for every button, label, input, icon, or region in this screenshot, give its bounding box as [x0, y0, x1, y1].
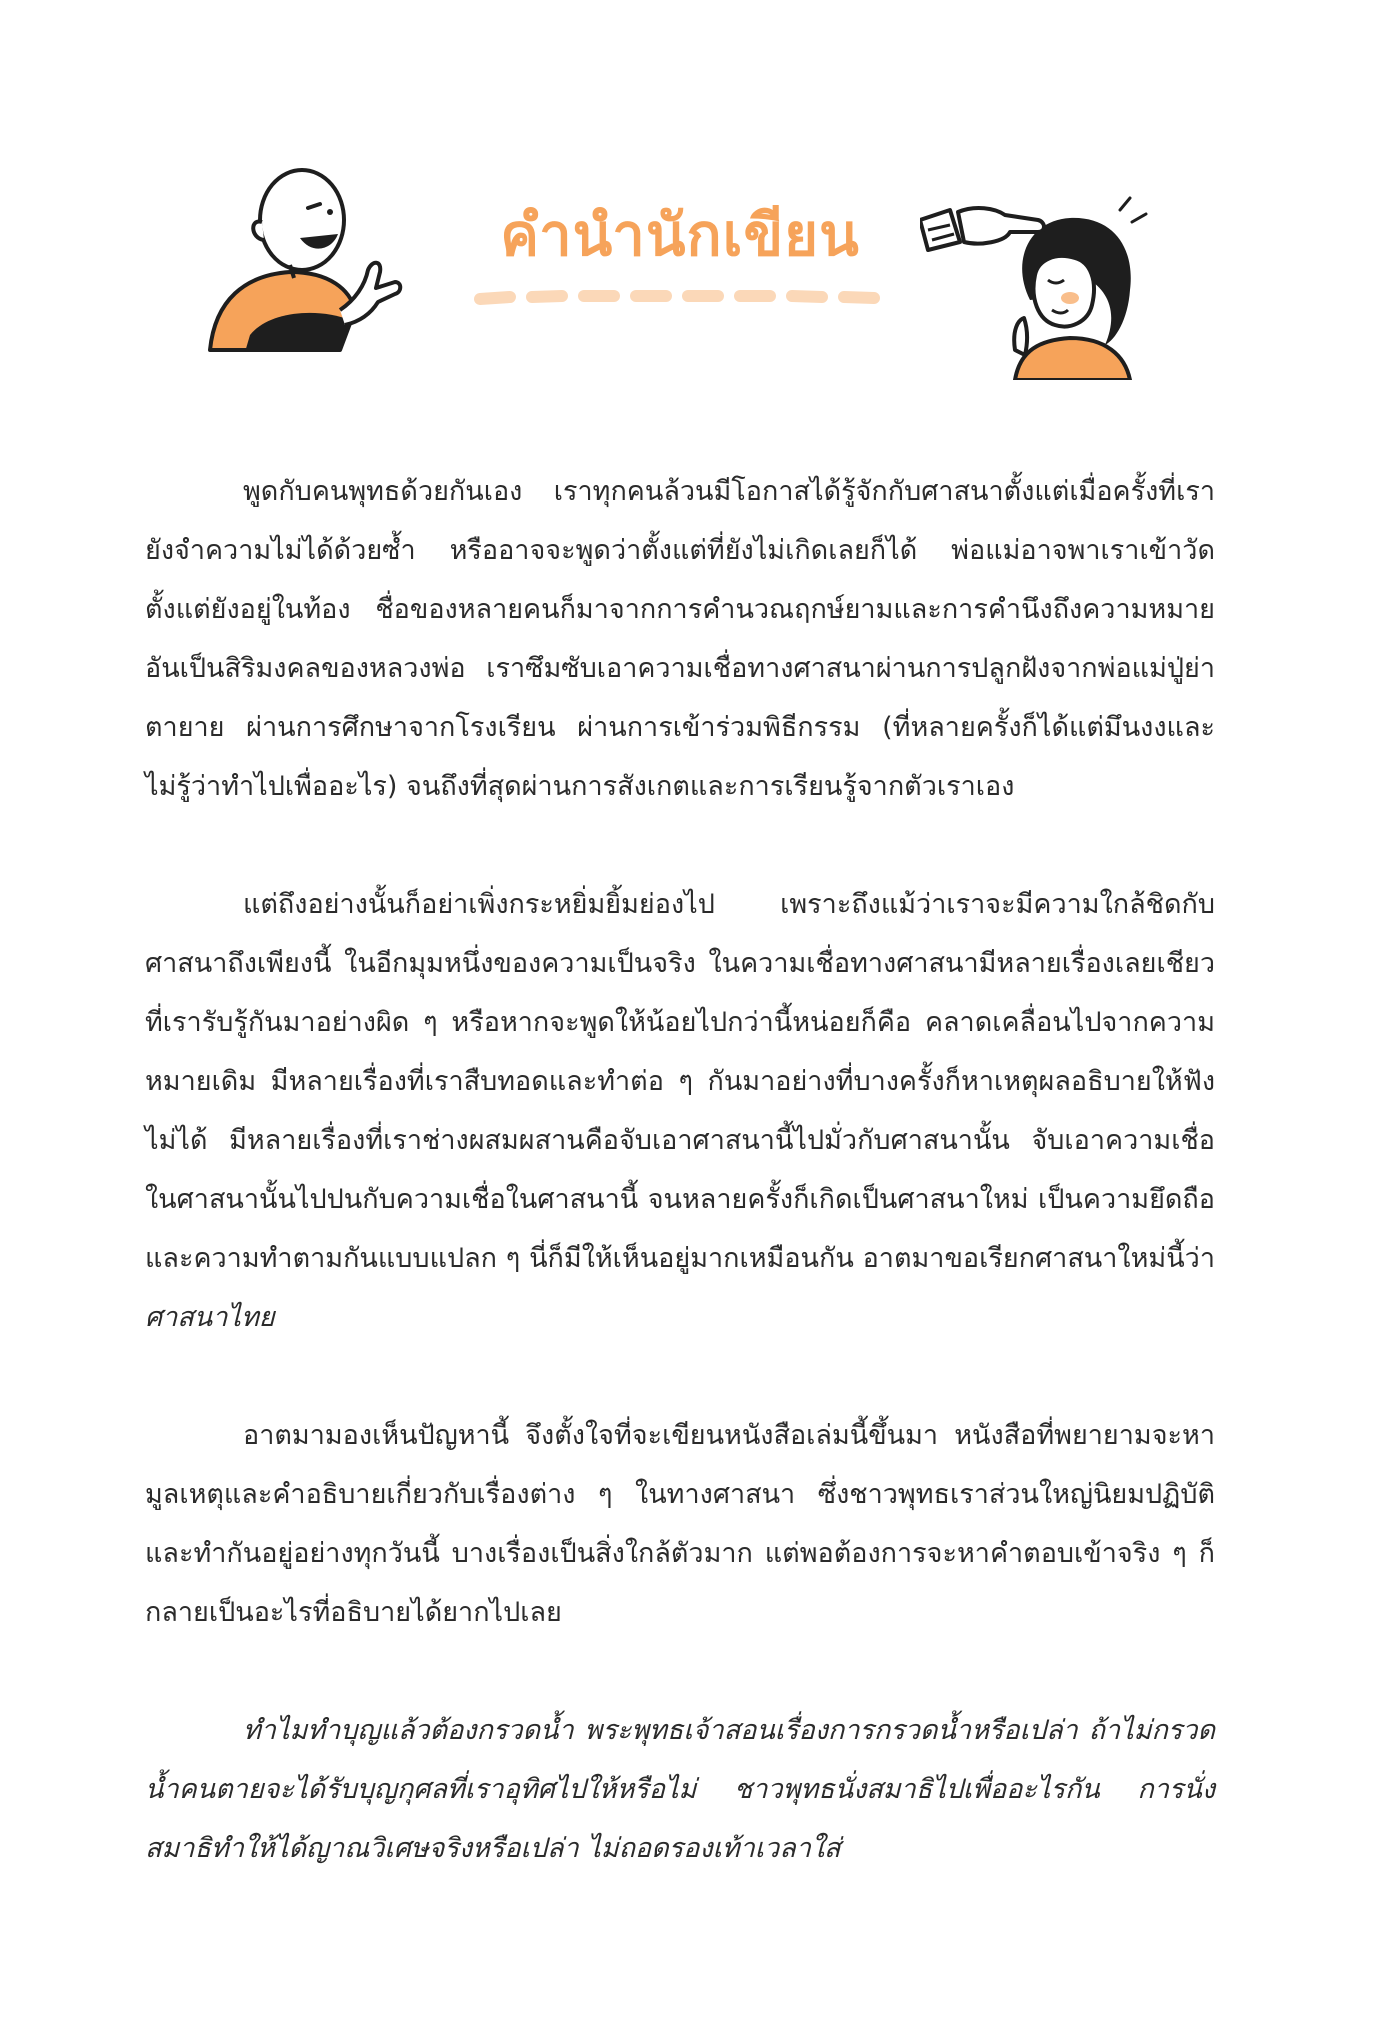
- title-underline-dashes: [470, 287, 890, 307]
- page-title: คำนำนักเขียน: [500, 201, 860, 269]
- paragraph-2-text: แต่ถึงอย่างนั้นก็อย่าเพิ่งกระหยิ่มยิ้มย่องไป เพราะถึงแม้ว่าเราจะมีความใกล้ชิดกับศาสนาถึงเพียงนี้ ในอีกมุมหนึ่งของความเป็นจริง ในความเชื่อทางศาสนามีหลายเรื่องเลยเชียว ที่เรารับรู้กันมาอย่างผิด ๆ หรือหากจะพูดให้น้อยไปกว่านี้หน่อยก็คือ คลาดเคลื่อนไปจากความหมายเดิม มีหลายเรื่องที่เราสืบทอดและทำต่อ ๆ กันมาอย่างที่บางครั้งก็หาเหตุผลอธิบายให้ฟังไม่ได้ มีหลายเรื่องที่เราช่างผสมผสานคือจับเอาศาสนานี้ไปมั่วกับศาสนานั้น จับเอาความเชื่อในศาสนานั้นไปปนกับความเชื่อในศาสนานี้ จนหลายครั้งก็เกิดเป็นศาสนาใหม่ เป็นความยึดถือและความทำตามกันแบบแปลก ๆ นี่ก็มีให้เห็นอยู่มากเหมือนกัน อาตมาขอเรียกศาสนาใหม่นี้ว่า: [145, 889, 1215, 1274]
- paragraph-2-emphasis: ศาสนาไทย: [145, 1302, 275, 1333]
- woman-finger-poke-illustration: [920, 180, 1160, 380]
- monk-pointing-illustration: [190, 160, 410, 360]
- paragraph-4-text: ทำไมทำบุญแล้วต้องกรวดน้ำ พระพุทธเจ้าสอนเรื่องการกรวดน้ำหรือเปล่า ถ้าไม่กรวดน้ำคนตายจะได้รับบุญกุศลที่เราอุทิศไปให้หรือไม่ ชาวพุทธนั่งสมาธิไปเพื่ออะไรกัน การนั่งสมาธิทำให้ได้ญาณวิเศษจริงหรือเปล่า ไม่ถอดรองเท้าเวลาใส่: [145, 1715, 1215, 1864]
- paragraph-3: [145, 1406, 1215, 1642]
- paragraph-4: [145, 1701, 1215, 1878]
- paragraph-1-text: พูดกับคนพุทธด้วยกันเอง เราทุกคนล้วนมีโอกาสได้รู้จักกับศาสนาตั้งแต่เมื่อครั้งที่เรายังจำความไม่ได้ด้วยซ้ำ หรืออาจจะพูดว่าตั้งแต่ที่ยังไม่เกิดเลยก็ได้ พ่อแม่อาจพาเราเข้าวัดตั้งแต่ยังอยู่ในท้อง ชื่อของหลายคนก็มาจากการคำนวณฤกษ์ยามและการคำนึงถึงความหมายอันเป็นสิริมงคลของหลวงพ่อ เราซึมซับเอาความเชื่อทางศาสนาผ่านการปลูกฝังจากพ่อแม่ปู่ย่าตายาย ผ่านการศึกษาจากโรงเรียน ผ่านการเข้าร่วมพิธีกรรม (ที่หลายครั้งก็ได้แต่มึนงงและไม่รู้ว่าทำไปเพื่ออะไร) จนถึงที่สุดผ่านการสังเกตและการเรียนรู้จากตัวเราเอง: [145, 476, 1215, 802]
- title-block: [470, 195, 890, 335]
- paragraph-1: [145, 462, 1215, 816]
- preface-body: [145, 462, 1215, 1878]
- paragraph-2: [145, 875, 1215, 1347]
- header: [0, 140, 1400, 380]
- paragraph-3-text: อาตมามองเห็นปัญหานี้ จึงตั้งใจที่จะเขียนหนังสือเล่มนี้ขึ้นมา หนังสือที่พยายามจะหามูลเหตุและคำอธิบายเกี่ยวกับเรื่องต่าง ๆ ในทางศาสนา ซึ่งชาวพุทธเราส่วนใหญ่นิยมปฏิบัติและทำกันอยู่อย่างทุกวันนี้ บางเรื่องเป็นสิ่งใกล้ตัวมาก แต่พอต้องการจะหาคำตอบเข้าจริง ๆ ก็กลายเป็นอะไรที่อธิบายได้ยากไปเลย: [145, 1420, 1215, 1628]
